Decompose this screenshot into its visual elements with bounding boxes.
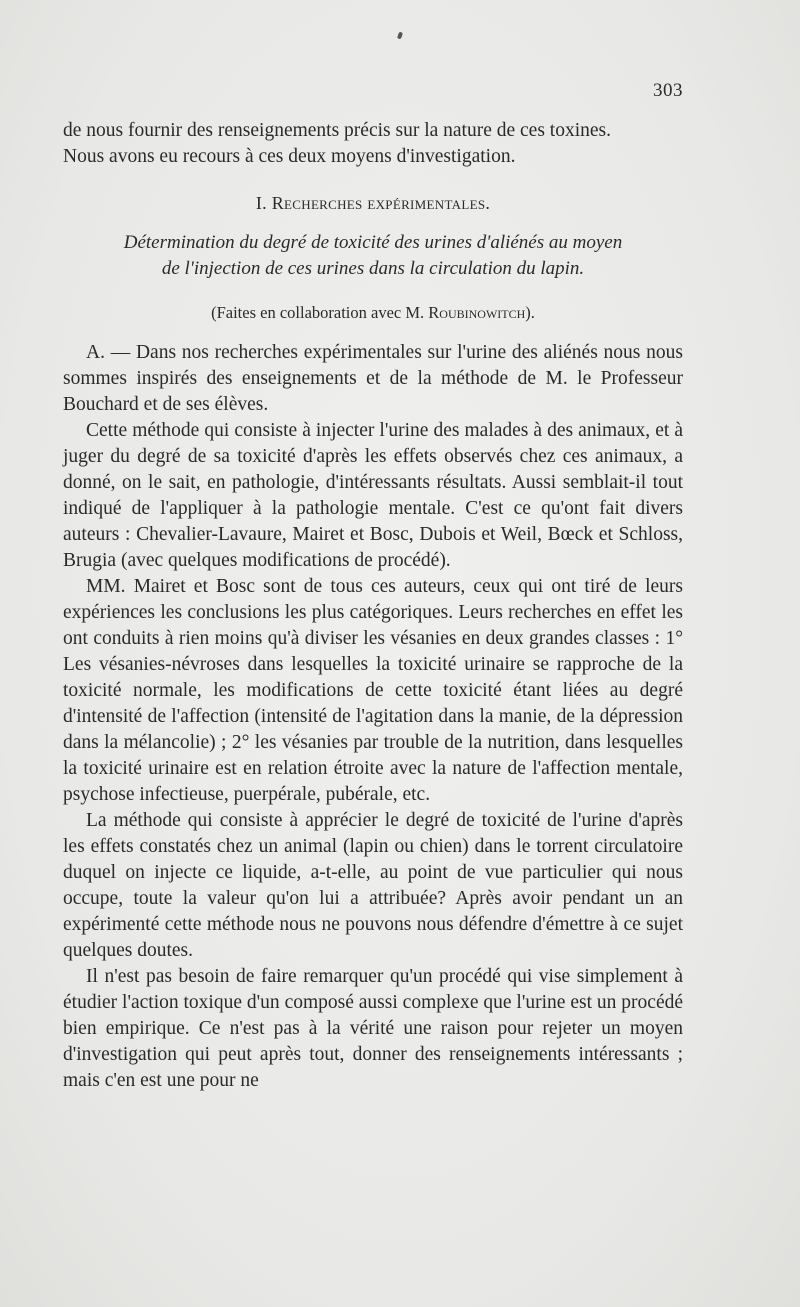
section-heading-number: I. [255, 193, 267, 213]
intro-line-1: de nous fournir des renseignements précis sur la nature de ces toxines. [63, 120, 611, 141]
section-heading-text: Recherches expérimentales. [271, 193, 491, 213]
collaboration-note [63, 300, 683, 326]
intro-line-2: Nous avons eu recours à ces deux moyens d'investigation. [63, 146, 516, 167]
paragraph-empirique: Il n'est pas besoin de faire remarquer qu'un procédé qui vise simplement à étudier l'action toxique d'un composé aussi complexe que l'urine est un procédé bien empirique. Ce n'est pas à la vérité une raison pour rejeter un moyen d'investigation qui peut après tout, donner des renseignements intéressants ; mais c'en est une pour ne [63, 966, 683, 1091]
page-number: 303 [653, 80, 683, 101]
section-heading [63, 190, 683, 216]
section-subtitle [63, 230, 683, 282]
subtitle-line-2: de l'injection de ces urines dans la circulation du lapin. [161, 258, 585, 279]
collaboration-suffix: ). [525, 303, 535, 322]
subtitle-line-1: Détermination du degré de toxicité des urines d'aliénés au moyen [123, 232, 623, 253]
collaborator-name: Roubinowitch [428, 303, 526, 322]
ink-speck [397, 32, 403, 40]
paragraph-appreciation: La méthode qui consiste à apprécier le degré de toxicité de l'urine d'après les effets constatés chez un animal (lapin ou chien) dans le torrent circulatoire duquel on injecte ce liquide, a-t-elle, au point de vue particulier qui nous occupe, toute la valeur qu'on lui a attribuée? Après avoir pendant un an expérimenté cette méthode nous ne pouvons nous défendre d'émettre à ce sujet quelques doutes. [63, 810, 683, 961]
page-body [63, 118, 683, 1094]
paragraph-mairet-bosc: MM. Mairet et Bosc sont de tous ces auteurs, ceux qui ont tiré de leurs expériences les conclusions les plus catégoriques. Leurs recherches en effet les ont conduits à rien moins qu'à diviser les vésanies en deux grandes classes : 1° Les vésanies-névroses dans lesquelles la toxicité urinaire se rapproche de la toxicité normale, les modifications de cette toxicité étant liées au degré d'intensité de l'affection (intensité de l'agitation dans la manie, de la dépression dans la mélancolie) ; 2° les vésanies par trouble de la nutrition, dans lesquelles la toxicité urinaire est en relation étroite avec la nature de l'affection mentale, psychose infectieuse, puerpérale, pubérale, etc. [63, 576, 683, 805]
paragraph-a: A. — Dans nos recherches expérimentales sur l'urine des aliénés nous nous sommes inspirés des enseignements et de la méthode de M. le Professeur Bouchard et de ses élèves. [63, 342, 683, 415]
paragraph-method: Cette méthode qui consiste à injecter l'urine des malades à des animaux, et à juger du degré de sa toxicité d'après les effets observés chez ces animaux, a donné, on le sait, en pathologie, d'intéressants résultats. Aussi semblait-il tout indiqué de l'appliquer à la pathologie mentale. C'est ce qu'ont fait divers auteurs : Chevalier-Lavaure, Mairet et Bosc, Dubois et Weil, Bœck et Schloss, Brugia (avec quelques modifications de procédé). [63, 420, 683, 571]
collaboration-prefix: (Faites en collaboration avec M. [211, 303, 425, 322]
